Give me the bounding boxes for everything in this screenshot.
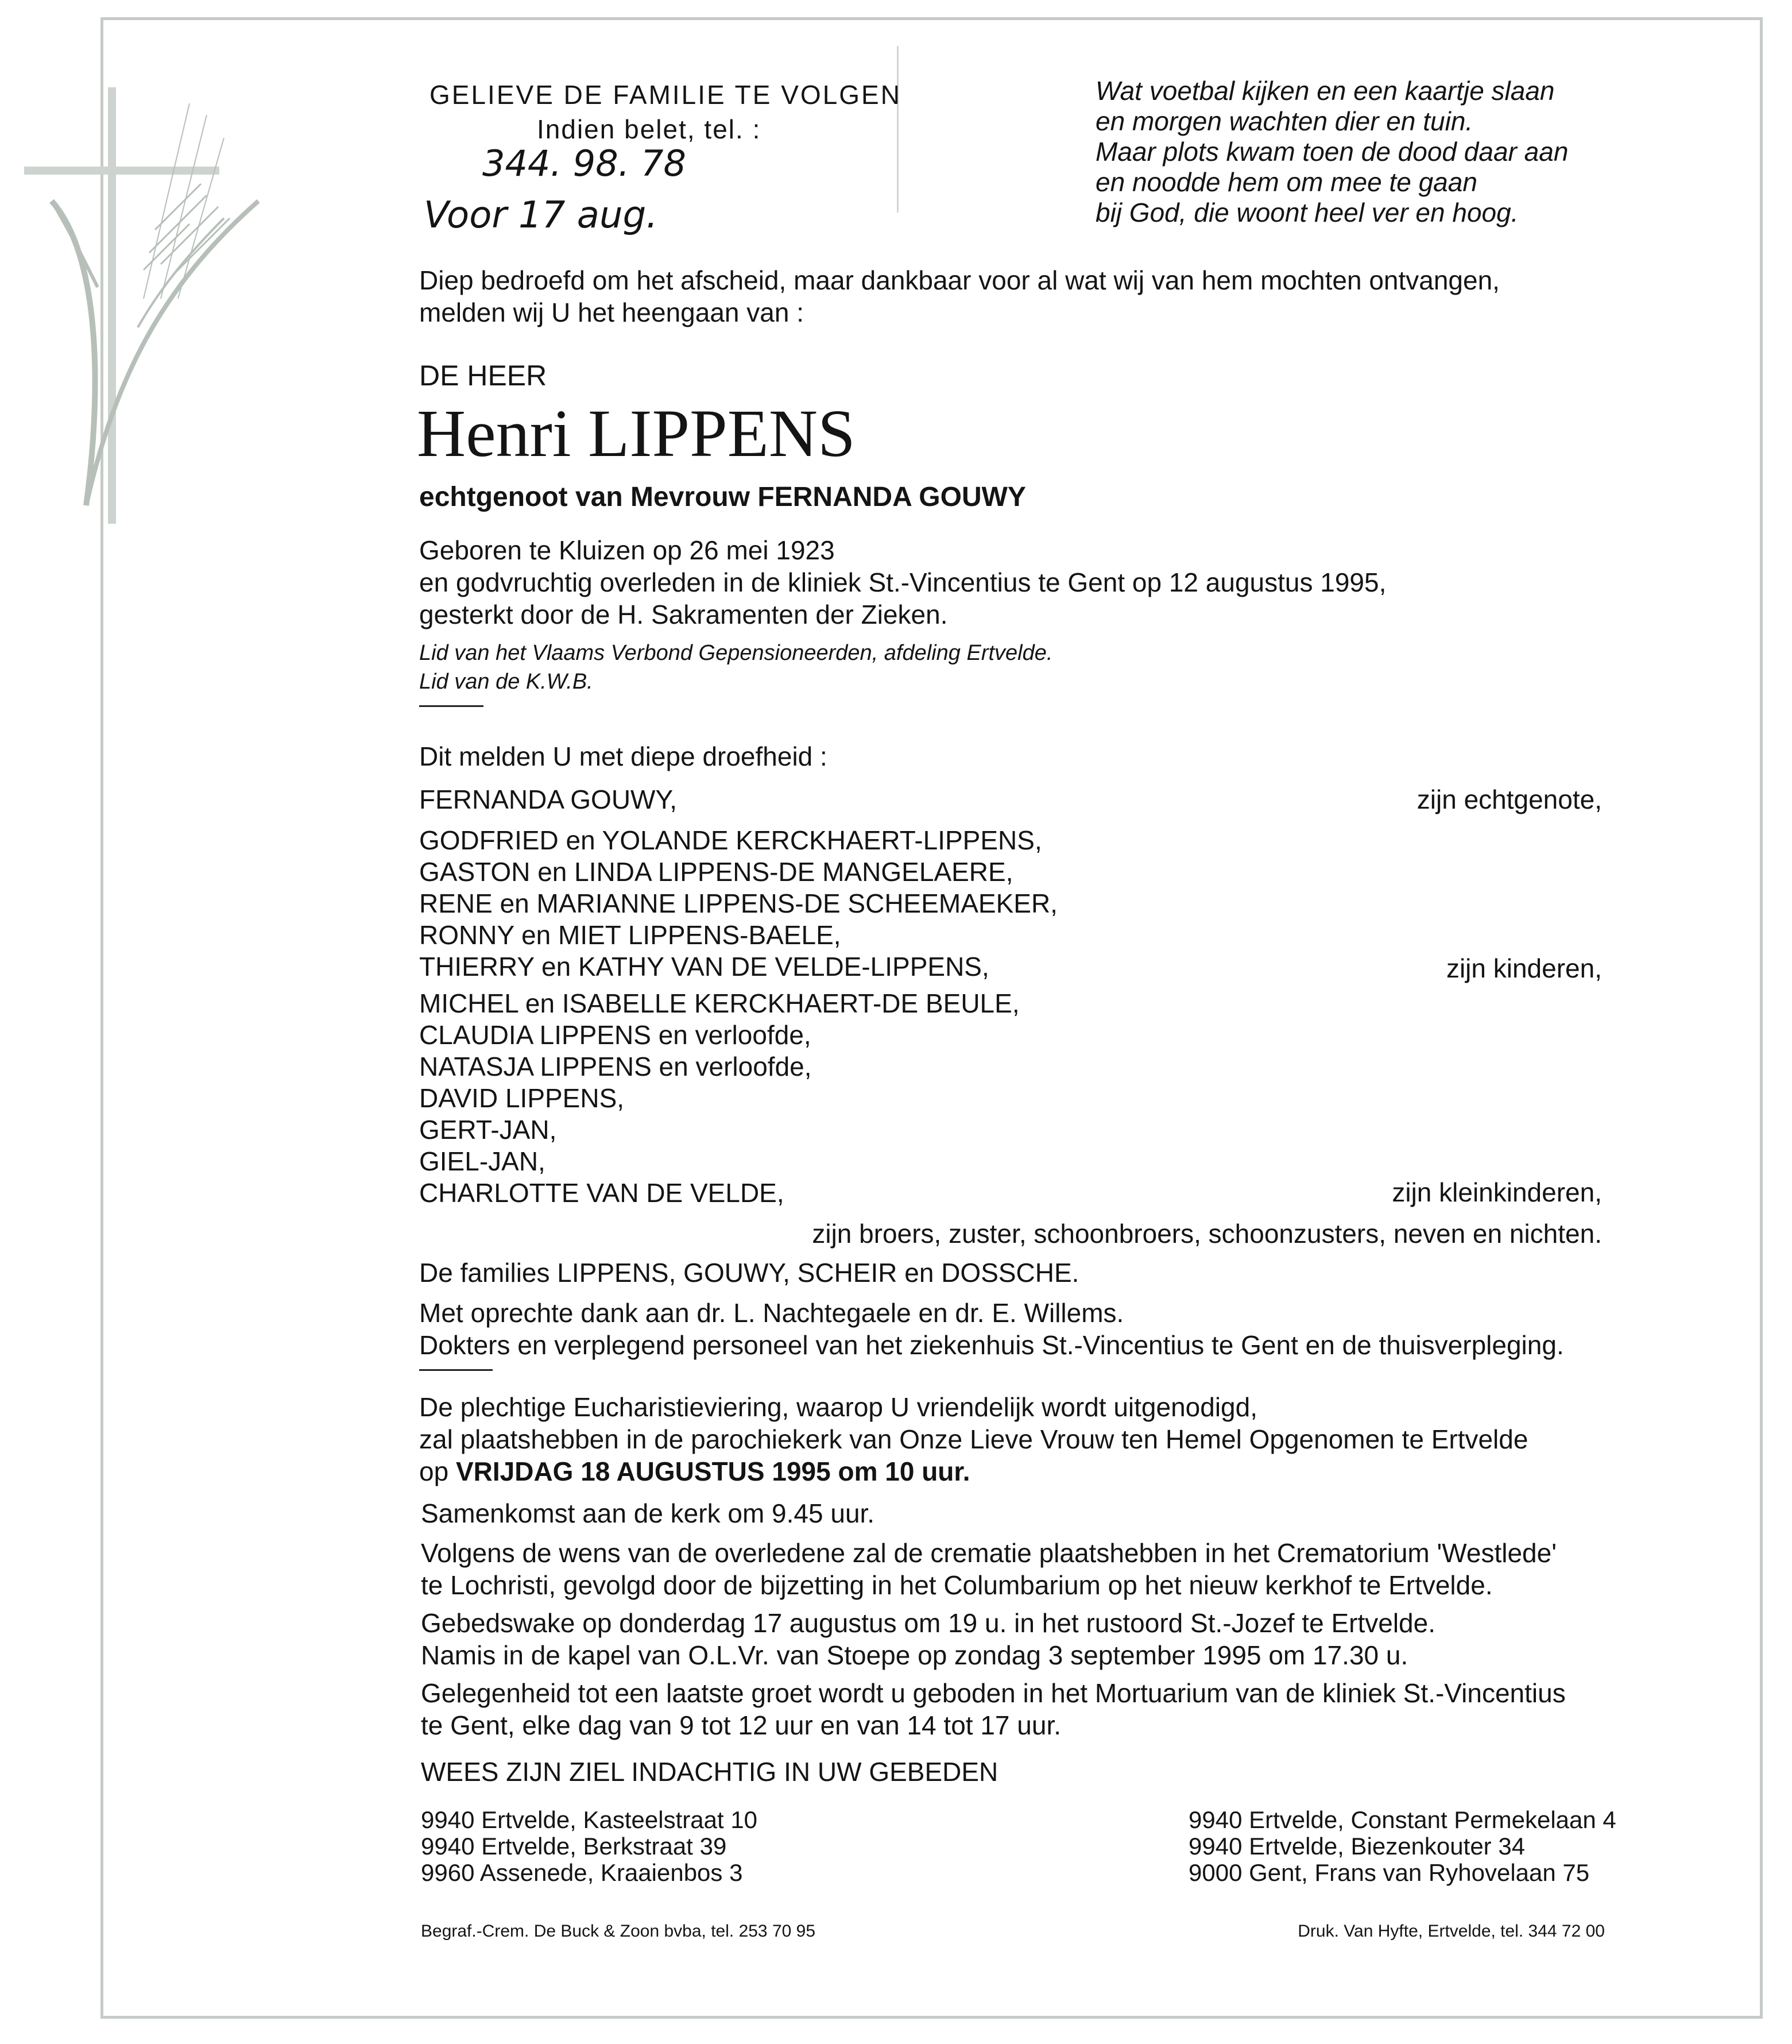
printer-credit: Druk. Van Hyfte, Ertvelde, tel. 344 72 00 [1298, 1922, 1605, 1941]
children-relation: zijn kinderen, [1446, 953, 1602, 983]
cremation-info [421, 1537, 1557, 1601]
wake-line: Gebedswake op donderdag 17 augustus om 19 u. in het rustoord St.-Jozef te Ertvelde. [421, 1608, 1435, 1638]
prayer-line: WEES ZIJN ZIEL INDACHTIG IN UW GEBEDEN [421, 1757, 998, 1787]
farewell-line: te Gent, elke dag van 9 tot 12 uur en van 14 tot 17 uur. [421, 1710, 1062, 1740]
poem-line: Maar plots kwam toen de dood daar aan [1096, 137, 1569, 167]
child-entry: GODFRIED en YOLANDE KERCKHAERT-LIPPENS, [419, 825, 1042, 855]
header-separator [897, 46, 899, 212]
service-line [419, 1455, 1528, 1487]
deceased-bio [419, 534, 1386, 631]
grandchild-entry: CLAUDIA LIPPENS en verloofde, [419, 1020, 811, 1050]
gathering-line: Samenkomst aan de kerk om 9.45 uur. [421, 1498, 875, 1528]
grandchild-entry: CHARLOTTE VAN DE VELDE, [419, 1178, 784, 1208]
poem-line: en morgen wachten dier en tuin. [1096, 106, 1473, 136]
addresses-left [421, 1807, 757, 1886]
if-prevented-label: Indien belet, tel. : [537, 114, 761, 144]
deceased-spouse: echtgenoot van Mevrouw FERNANDA GOUWY [419, 482, 1026, 512]
grandchild-entry: NATASJA LIPPENS en verloofde, [419, 1052, 812, 1081]
poem-line: bij God, die woont heel ver en hoog. [1096, 198, 1519, 227]
service-info [419, 1391, 1528, 1487]
wake-line: Namis in de kapel van O.L.Vr. van Stoepe op zondag 3 september 1995 om 17.30 u. [421, 1640, 1408, 1670]
spouse-relation: zijn echtgenote, [1416, 785, 1602, 814]
child-entry: RENE en MARIANNE LIPPENS-DE SCHEEMAEKER, [419, 888, 1058, 918]
membership-line: Lid van de K.W.B. [419, 670, 593, 694]
divider [419, 705, 483, 707]
service-line: zal plaatshebben in de parochiekerk van Onze Lieve Vrouw ten Hemel Opgenomen te Ertvelde [419, 1424, 1528, 1454]
follow-family-instruction: GELIEVE DE FAMILIE TE VOLGEN [429, 80, 901, 110]
grandchildren-list [419, 988, 1020, 1209]
address-entry: 9940 Ertvelde, Berkstraat 39 [421, 1833, 727, 1860]
poem [1096, 76, 1568, 228]
spouse-name: FERNANDA GOUWY, [419, 785, 677, 814]
address-entry: 9960 Assenede, Kraaienbos 3 [421, 1859, 743, 1886]
children-list [419, 825, 1058, 983]
intro-line: melden wij U het heengaan van : [419, 297, 804, 327]
announcement-intro: Dit melden U met diepe droefheid : [419, 741, 827, 771]
siblings-line: zijn broers, zuster, schoonbroers, schoonzusters, neven en nichten. [812, 1219, 1602, 1249]
child-entry: RONNY en MIET LIPPENS-BAELE, [419, 920, 841, 950]
cremation-line: Volgens de wens van de overledene zal de crematie plaatshebben in het Crematorium 'Westlede' [421, 1538, 1557, 1568]
deceased-title: DE HEER [419, 360, 547, 392]
thanks-line: Met oprechte dank aan dr. L. Nachtegaele en dr. E. Willems. [419, 1298, 1124, 1328]
address-entry: 9000 Gent, Frans van Ryhovelaan 75 [1189, 1859, 1590, 1886]
child-entry: GASTON en LINDA LIPPENS-DE MANGELAERE, [419, 857, 1013, 887]
cross-wheat-icon [17, 80, 281, 528]
addresses-right [1189, 1807, 1616, 1886]
wake-info [421, 1607, 1435, 1671]
poem-line: Wat voetbal kijken en een kaartje slaan [1096, 76, 1555, 106]
membership-line: Lid van het Vlaams Verbond Gepensioneerden, afdeling Ertvelde. [419, 641, 1053, 665]
service-line: De plechtige Eucharistieviering, waarop U vriendelijk wordt uitgenodigd, [419, 1392, 1258, 1422]
thanks [419, 1297, 1564, 1361]
handwritten-note: Voor 17 aug. [424, 194, 658, 237]
families-line: De families LIPPENS, GOUWY, SCHEIR en DOSSCHE. [419, 1258, 1079, 1288]
divider [419, 1369, 493, 1371]
undertaker-credit: Begraf.-Crem. De Buck & Zoon bvba, tel. 253 70 95 [421, 1922, 816, 1941]
address-entry: 9940 Ertvelde, Constant Permekelaan 4 [1189, 1806, 1616, 1833]
handwritten-phone: 344. 98. 78 [482, 142, 686, 184]
address-entry: 9940 Ertvelde, Biezenkouter 34 [1189, 1833, 1526, 1860]
grandchild-entry: GIEL-JAN, [419, 1146, 545, 1176]
bio-line: gesterkt door de H. Sakramenten der Zieken. [419, 600, 948, 629]
cremation-line: te Lochristi, gevolgd door de bijzetting in het Columbarium op het nieuw kerkhof te Ertvelde. [421, 1570, 1493, 1600]
service-date-prefix: op [419, 1456, 456, 1486]
grandchild-entry: GERT-JAN, [419, 1115, 557, 1145]
grandchildren-relation: zijn kleinkinderen, [1392, 1177, 1602, 1207]
intro-line: Diep bedroefd om het afscheid, maar dankbaar voor al wat wij van hem mochten ontvangen, [419, 265, 1500, 295]
farewell-line: Gelegenheid tot een laatste groet wordt u geboden in het Mortuarium van de kliniek St.-Vincentius [421, 1678, 1566, 1708]
grandchild-entry: MICHEL en ISABELLE KERCKHAERT-DE BEULE, [419, 988, 1020, 1018]
service-date: VRIJDAG 18 AUGUSTUS 1995 om 10 uur. [455, 1456, 970, 1486]
deceased-name: Henri LIPPENS [417, 396, 856, 471]
memberships [419, 639, 1052, 696]
bio-line: Geboren te Kluizen op 26 mei 1923 [419, 535, 835, 565]
address-entry: 9940 Ertvelde, Kasteelstraat 10 [421, 1806, 758, 1833]
thanks-line: Dokters en verplegend personeel van het ziekenhuis St.-Vincentius te Gent en de thuisverpleging. [419, 1330, 1564, 1360]
poem-line: en noodde hem om mee te gaan [1096, 167, 1477, 197]
grandchild-entry: DAVID LIPPENS, [419, 1083, 625, 1113]
bio-line: en godvruchtig overleden in de kliniek St.-Vincentius te Gent op 12 augustus 1995, [419, 567, 1387, 597]
intro [419, 264, 1500, 329]
child-entry: THIERRY en KATHY VAN DE VELDE-LIPPENS, [419, 952, 989, 982]
farewell-info [421, 1677, 1566, 1741]
